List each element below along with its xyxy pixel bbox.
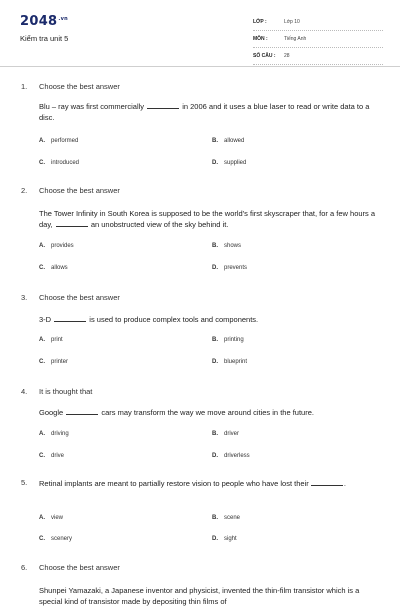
option-letter: D. <box>212 359 218 365</box>
option-letter: D. <box>212 453 218 459</box>
option-a[interactable] <box>39 337 63 343</box>
option-d[interactable] <box>212 359 247 365</box>
answer-blank <box>56 225 88 227</box>
question-prompt: Choose the best answer <box>39 563 120 572</box>
option-letter: C. <box>39 160 45 166</box>
option-text: driverless <box>224 453 250 459</box>
option-text: allows <box>51 265 68 271</box>
option-letter: C. <box>39 536 45 542</box>
option-text: scenery <box>51 536 73 542</box>
meta-count-row <box>253 51 383 65</box>
meta-class-row <box>253 17 383 31</box>
question-prompt: Choose the best answer <box>39 186 120 195</box>
option-letter: B. <box>212 431 218 437</box>
test-title: Kiểm tra unit 5 <box>20 34 69 43</box>
option-text: provides <box>51 243 74 249</box>
option-text: drive <box>51 453 65 459</box>
question-6 <box>0 563 400 606</box>
option-text: blueprint <box>224 359 248 365</box>
question-prompt-tail: . <box>343 479 346 488</box>
question-text-before: 3-D <box>39 315 52 324</box>
question-number: 1. <box>21 82 28 91</box>
meta-class-value: Lớp 10 <box>284 19 300 25</box>
option-letter: B. <box>212 337 218 343</box>
option-d[interactable] <box>212 453 250 459</box>
test-meta <box>253 17 383 68</box>
question-prompt: Choose the best answer <box>39 293 120 302</box>
option-text: performed <box>51 138 79 144</box>
option-d[interactable] <box>212 160 246 166</box>
option-letter: A. <box>39 515 45 521</box>
meta-count-label: SỐ CÂU : <box>253 53 276 59</box>
option-letter: D. <box>212 265 218 271</box>
question-number: 3. <box>21 293 28 302</box>
option-text: driving <box>51 431 69 437</box>
question-number: 6. <box>21 563 28 572</box>
question-text <box>39 478 384 489</box>
meta-count-value: 28 <box>284 53 290 59</box>
option-c[interactable] <box>39 453 64 459</box>
option-d[interactable] <box>212 265 247 271</box>
brand-name: 2048 <box>20 14 58 29</box>
worksheet-header <box>0 0 400 67</box>
answer-blank <box>54 320 86 322</box>
question-text-before: Shunpei Yamazaki, a Japanese inventor and physicist, invented the thin-film transistor which is a special kind of transistor made by depositing thin films of <box>39 586 360 606</box>
question-text-before: Blu – ray was first commercially <box>39 102 145 111</box>
question-text-after: is used to produce complex tools and components. <box>89 315 259 324</box>
option-text: introduced <box>51 160 80 166</box>
option-text: supplied <box>224 160 247 166</box>
option-letter: C. <box>39 265 45 271</box>
answer-blank <box>66 413 98 415</box>
question-number: 2. <box>21 186 28 195</box>
question-text <box>39 407 384 418</box>
option-b[interactable] <box>212 515 240 521</box>
option-b[interactable] <box>212 337 244 343</box>
option-c[interactable] <box>39 536 72 542</box>
question-text-after: an unobstructed view of the sky behind it. <box>90 220 229 229</box>
option-text: driver <box>224 431 240 437</box>
option-d[interactable] <box>212 536 237 542</box>
option-a[interactable] <box>39 138 78 144</box>
question-text <box>39 101 384 123</box>
question-prompt: Retinal implants are meant to partially restore vision to people who have lost their <box>39 479 309 488</box>
option-c[interactable] <box>39 160 79 166</box>
option-a[interactable] <box>39 431 69 437</box>
question-text <box>39 314 384 325</box>
option-letter: B. <box>212 243 218 249</box>
option-text: scene <box>224 515 241 521</box>
meta-subject-value: Tiếng Anh <box>284 36 307 42</box>
option-a[interactable] <box>39 515 63 521</box>
option-text: allowed <box>224 138 245 144</box>
question-text <box>39 585 384 607</box>
option-text: sight <box>224 536 237 542</box>
option-letter: A. <box>39 337 45 343</box>
option-a[interactable] <box>39 243 74 249</box>
option-text: prevents <box>224 265 248 271</box>
brand-logo <box>20 14 68 29</box>
option-text: shows <box>224 243 242 249</box>
option-text: view <box>51 515 64 521</box>
question-text-before: The Tower Infinity in South Korea is supposed to be the world's first skyscraper that, for a few hours a day, <box>39 209 376 229</box>
option-letter: D. <box>212 160 218 166</box>
question-text <box>39 208 384 230</box>
option-letter: B. <box>212 515 218 521</box>
question-text-after: cars may transform the way we move around cities in the future. <box>101 408 314 417</box>
answer-blank <box>311 484 343 486</box>
meta-class-label: LỚP : <box>253 19 267 25</box>
question-prompt: It is thought that <box>39 387 93 396</box>
question-number: 4. <box>21 387 28 396</box>
question-number: 5. <box>21 478 28 487</box>
option-text: print <box>51 337 63 343</box>
option-text: printer <box>51 359 69 365</box>
option-text: printing <box>224 337 244 343</box>
answer-blank <box>147 107 179 109</box>
option-b[interactable] <box>212 138 244 144</box>
option-letter: A. <box>39 431 45 437</box>
brand-suffix: .vn <box>58 15 69 22</box>
option-c[interactable] <box>39 359 68 365</box>
option-letter: C. <box>39 359 45 365</box>
option-letter: A. <box>39 138 45 144</box>
option-b[interactable] <box>212 431 239 437</box>
option-letter: B. <box>212 138 218 144</box>
option-b[interactable] <box>212 243 241 249</box>
option-c[interactable] <box>39 265 68 271</box>
question-text-before: Google <box>39 408 64 417</box>
question-prompt: Choose the best answer <box>39 82 120 91</box>
option-letter: D. <box>212 536 218 542</box>
option-letter: C. <box>39 453 45 459</box>
question-text-after: in 2006 and it uses a blue laser to read or write data to a disc. <box>39 102 370 122</box>
option-letter: A. <box>39 243 45 249</box>
meta-subject-row <box>253 34 383 48</box>
meta-subject-label: MÔN : <box>253 36 268 42</box>
